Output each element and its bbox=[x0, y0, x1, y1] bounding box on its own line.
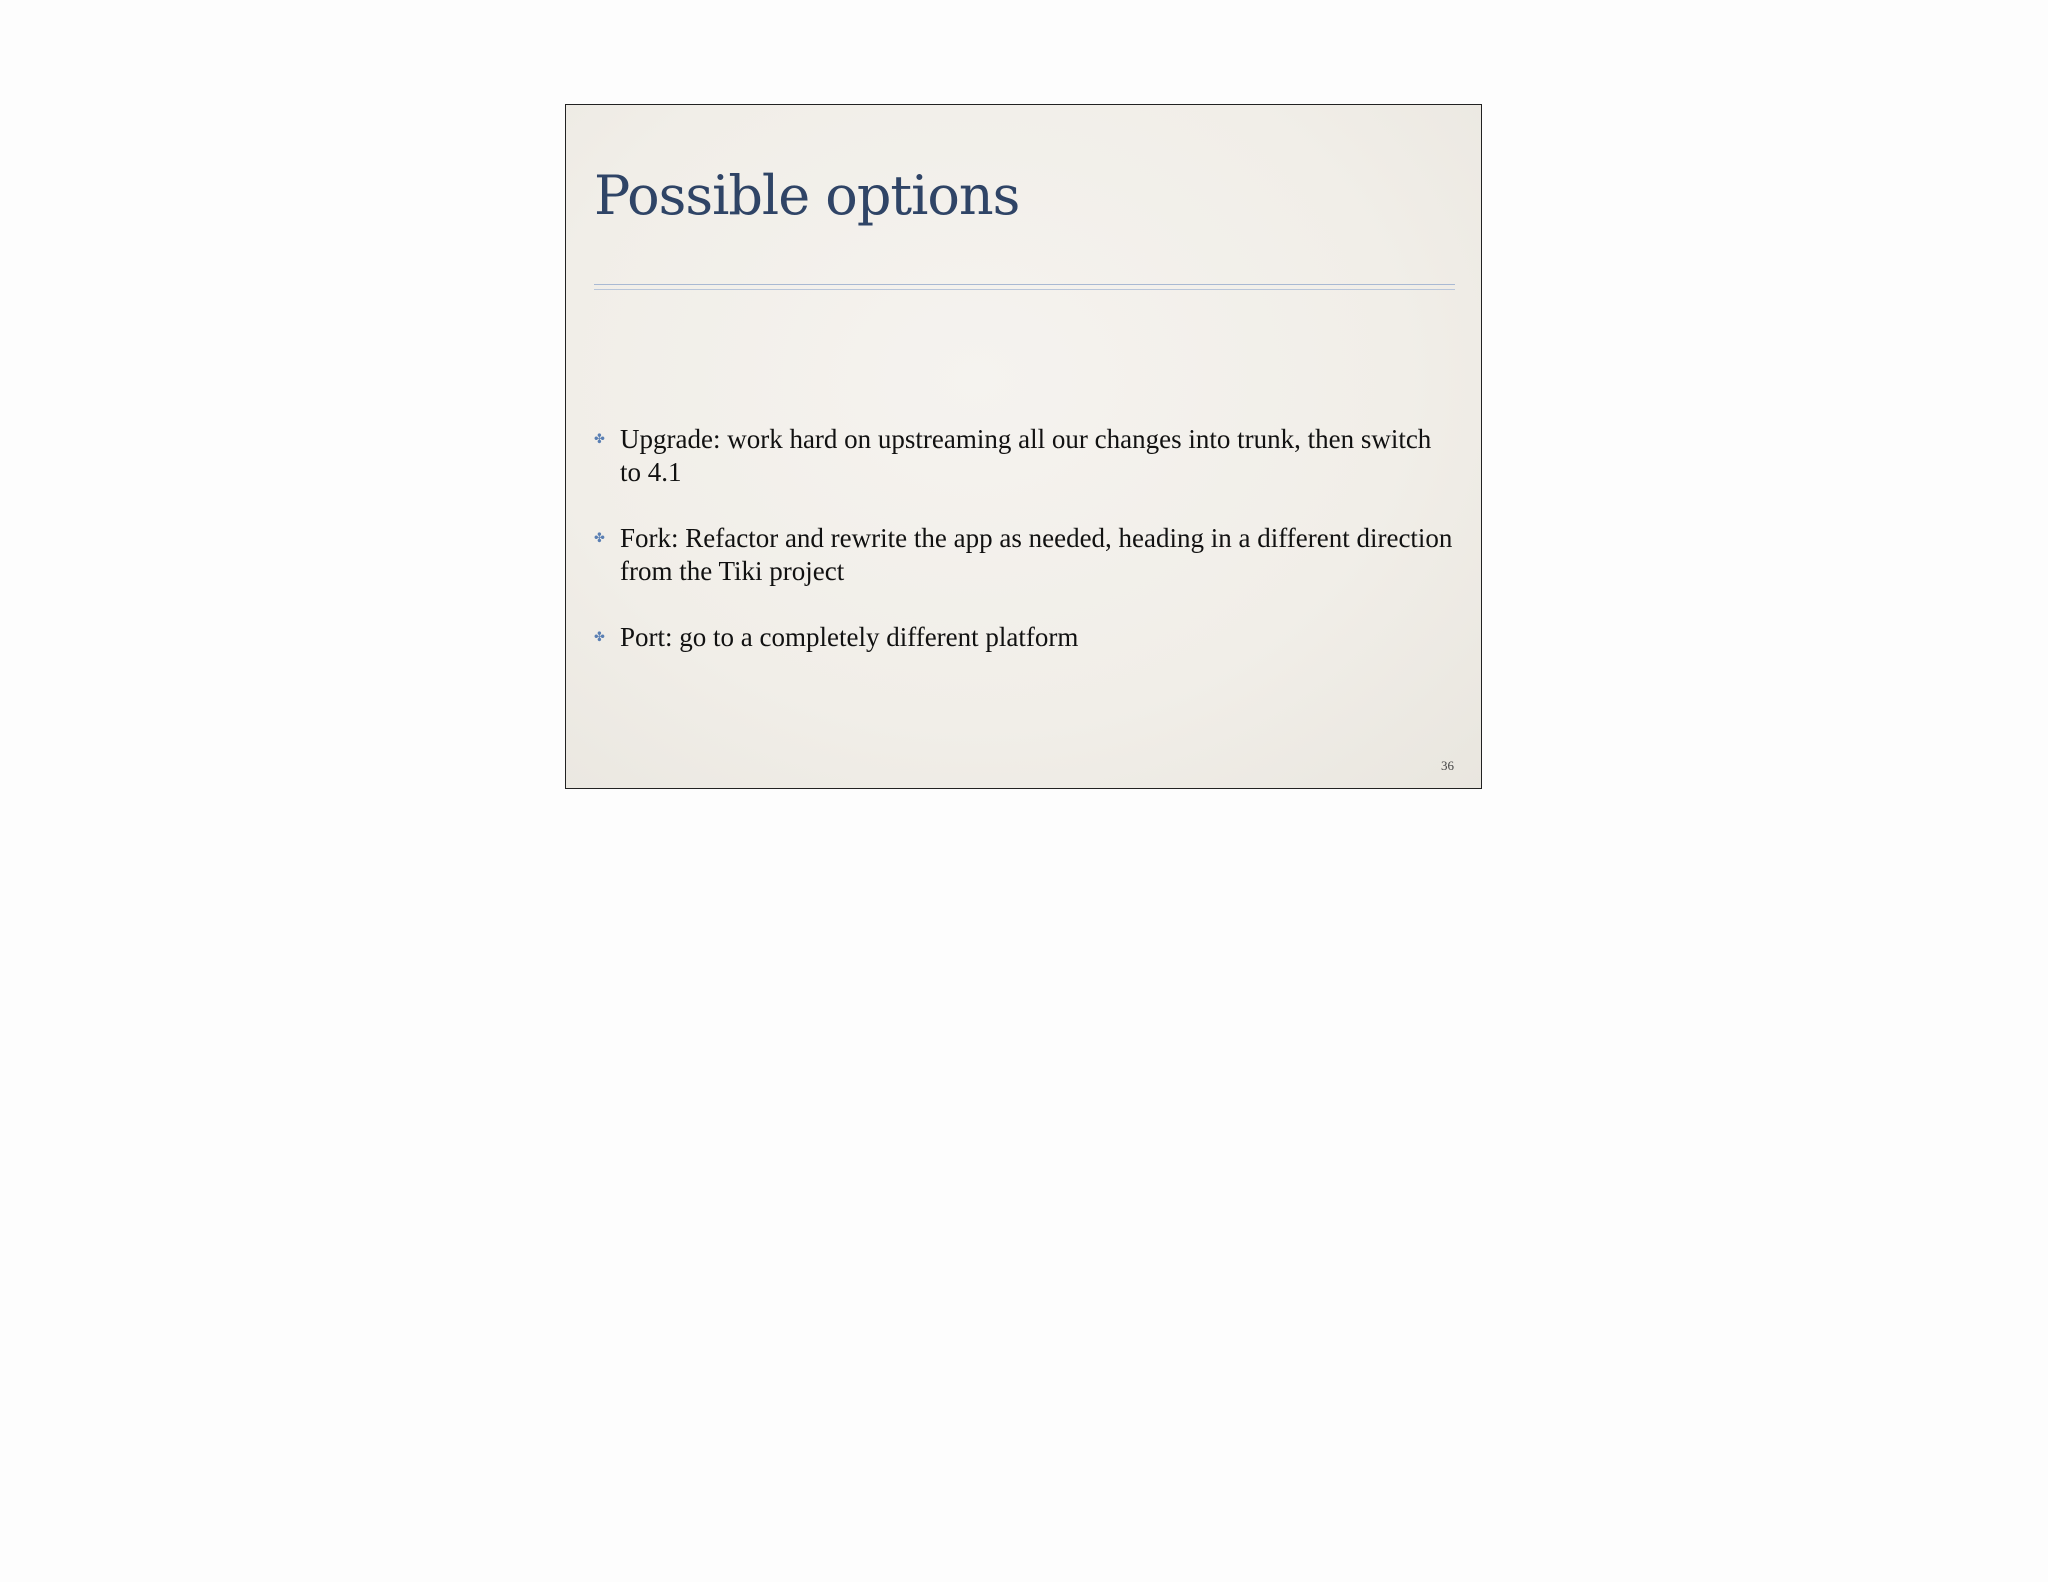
bullet-item-fork bbox=[594, 522, 1454, 588]
bullet-icon: ✤ bbox=[594, 630, 605, 645]
bullet-list bbox=[594, 423, 1454, 687]
bullet-text: Port: go to a completely different platform bbox=[620, 622, 1079, 652]
bullet-item-port bbox=[594, 621, 1454, 654]
bullet-item-upgrade bbox=[594, 423, 1454, 489]
bullet-icon: ✤ bbox=[594, 531, 605, 546]
slide bbox=[565, 104, 1482, 789]
bullet-text: Upgrade: work hard on upstreaming all our changes into trunk, then switch to 4.1 bbox=[620, 424, 1432, 487]
slide-page-number: 36 bbox=[1441, 758, 1454, 773]
title-divider bbox=[594, 284, 1455, 285]
slide-title: Possible options bbox=[594, 164, 1020, 227]
bullet-text: Fork: Refactor and rewrite the app as needed, heading in a different direction from the Tiki project bbox=[620, 523, 1453, 586]
bullet-icon: ✤ bbox=[594, 432, 605, 447]
title-divider-second-line bbox=[594, 289, 1455, 290]
